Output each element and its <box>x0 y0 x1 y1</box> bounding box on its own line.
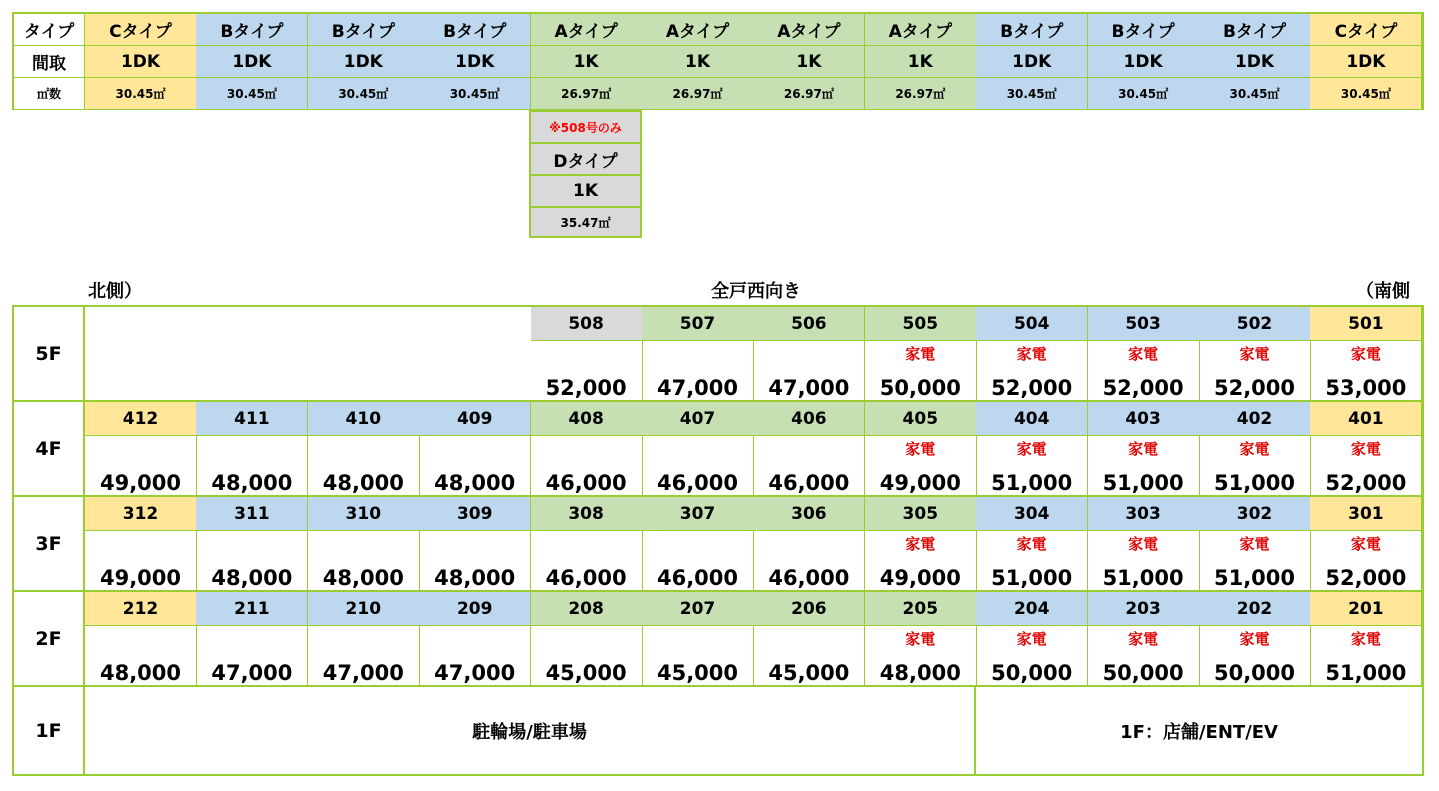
appliances-tag: 家電 <box>1350 440 1381 458</box>
room-cell-311[interactable] <box>196 531 308 592</box>
d-type-name: Dタイプ <box>531 144 640 175</box>
room-number-401: 401 <box>1310 402 1422 436</box>
appliances-tag: 家電 <box>1128 440 1159 458</box>
appliances-tag: 家電 <box>1016 440 1047 458</box>
rent-price: 48,000 <box>879 661 961 685</box>
room-cell-201[interactable] <box>1310 626 1422 687</box>
room-number-308: 308 <box>531 497 643 531</box>
room-cell-409[interactable] <box>419 436 531 497</box>
rent-price: 47,000 <box>434 661 516 685</box>
appliances-tag: 家電 <box>905 630 936 648</box>
type-cell-layout: 1DK <box>196 46 308 78</box>
d-type-layout: 1K <box>531 176 640 207</box>
parking-area: 駐輪場/駐車場 <box>85 687 976 774</box>
type-cell-area: 26.97㎡ <box>531 78 643 110</box>
building-floor-plan <box>12 305 1424 776</box>
room-cell-408[interactable] <box>531 436 643 497</box>
room-number-505: 505 <box>865 307 977 341</box>
room-number-205: 205 <box>865 592 977 626</box>
rent-price: 46,000 <box>768 471 850 495</box>
room-number-406: 406 <box>753 402 865 436</box>
type-cell-type: Bタイプ <box>308 14 420 46</box>
room-number-303: 303 <box>1088 497 1200 531</box>
rent-price: 47,000 <box>656 376 739 400</box>
room-cell-204[interactable] <box>976 626 1088 687</box>
rent-price: 51,000 <box>1213 566 1296 590</box>
d-type-box <box>529 110 642 238</box>
rent-price: 50,000 <box>1213 661 1296 685</box>
room-cell-307[interactable] <box>642 531 754 592</box>
room-cell-207[interactable] <box>642 626 754 687</box>
type-cell-type: Cタイプ <box>1310 14 1422 46</box>
rent-price: 49,000 <box>99 471 182 495</box>
room-number-507: 507 <box>642 307 754 341</box>
room-cell-306[interactable] <box>753 531 865 592</box>
room-number-402: 402 <box>1199 402 1311 436</box>
rent-price: 47,000 <box>768 376 850 400</box>
appliances-tag: 家電 <box>1350 345 1381 363</box>
room-number-311: 311 <box>196 497 308 531</box>
type-row-label: タイプ <box>14 14 85 46</box>
room-number-503: 503 <box>1088 307 1200 341</box>
room-cell-209[interactable] <box>419 626 531 687</box>
appliances-tag: 家電 <box>905 440 936 458</box>
room-number-305: 305 <box>865 497 977 531</box>
rent-price: 46,000 <box>656 566 739 590</box>
orientation-caption: 全戸西向き <box>711 281 801 302</box>
room-number-506: 506 <box>753 307 865 341</box>
room-number-407: 407 <box>642 402 754 436</box>
type-cell-type: Bタイプ <box>1199 14 1311 46</box>
appliances-tag: 家電 <box>1016 535 1047 553</box>
appliances-tag: 家電 <box>1016 345 1047 363</box>
south-side-caption: （南側 <box>1356 281 1410 302</box>
room-cell-412[interactable] <box>85 436 197 497</box>
rent-price: 51,000 <box>1325 661 1407 685</box>
type-cell-layout: 1DK <box>1199 46 1311 78</box>
type-cell-area: 30.45㎡ <box>196 78 308 110</box>
rent-price: 52,000 <box>1325 471 1407 495</box>
rent-price: 48,000 <box>434 566 516 590</box>
room-cell-406[interactable] <box>753 436 865 497</box>
type-cell-type: Bタイプ <box>196 14 308 46</box>
floor-label-5f: 5F <box>14 307 85 402</box>
appliances-tag: 家電 <box>1350 535 1381 553</box>
unit-type-table <box>12 12 1424 110</box>
type-cell-type: Bタイプ <box>976 14 1088 46</box>
room-number-206: 206 <box>753 592 865 626</box>
room-number-409: 409 <box>419 402 531 436</box>
room-number-301: 301 <box>1310 497 1422 531</box>
d-type-note: ※508号のみ <box>531 112 640 143</box>
room-cell-403[interactable] <box>1088 436 1200 497</box>
type-cell-layout: 1K <box>865 46 977 78</box>
appliances-tag: 家電 <box>1350 630 1381 648</box>
rent-price: 47,000 <box>211 661 293 685</box>
rent-price: 51,000 <box>991 471 1073 495</box>
room-cell-202[interactable] <box>1199 626 1311 687</box>
room-cell-401[interactable] <box>1310 436 1422 497</box>
room-cell-310[interactable] <box>308 531 420 592</box>
type-cell-type: Bタイプ <box>1088 14 1200 46</box>
floor-label-4f: 4F <box>14 402 85 497</box>
rent-price: 51,000 <box>1102 566 1184 590</box>
type-cell-layout: 1DK <box>419 46 531 78</box>
room-cell-501[interactable] <box>1310 341 1422 402</box>
room-cell-504[interactable] <box>976 341 1088 402</box>
appliances-tag: 家電 <box>1128 630 1159 648</box>
room-cell-205[interactable] <box>865 626 977 687</box>
room-number-307: 307 <box>642 497 754 531</box>
room-cell-304[interactable] <box>976 531 1088 592</box>
room-cell-502[interactable] <box>1199 341 1311 402</box>
type-cell-layout: 1DK <box>85 46 197 78</box>
rent-price: 46,000 <box>656 471 739 495</box>
type-cell-area: 26.97㎡ <box>865 78 977 110</box>
room-number-302: 302 <box>1199 497 1311 531</box>
room-cell-507[interactable] <box>642 341 754 402</box>
room-number-504: 504 <box>976 307 1088 341</box>
rent-price: 48,000 <box>322 471 404 495</box>
room-cell-506[interactable] <box>753 341 865 402</box>
rent-price: 45,000 <box>656 661 739 685</box>
rent-price: 52,000 <box>1102 376 1184 400</box>
type-cell-layout: 1DK <box>976 46 1088 78</box>
room-number-208: 208 <box>531 592 643 626</box>
type-cell-type: Aタイプ <box>642 14 754 46</box>
type-cell-layout: 1K <box>753 46 865 78</box>
type-cell-area: 30.45㎡ <box>308 78 420 110</box>
rent-price: 49,000 <box>879 471 961 495</box>
room-number-207: 207 <box>642 592 754 626</box>
type-row-label: 間取 <box>14 46 85 78</box>
rent-price: 46,000 <box>768 566 850 590</box>
room-number-306: 306 <box>753 497 865 531</box>
room-cell-505[interactable] <box>865 341 977 402</box>
room-number-411: 411 <box>196 402 308 436</box>
room-cell-211[interactable] <box>196 626 308 687</box>
room-number-404: 404 <box>976 402 1088 436</box>
rent-price: 48,000 <box>99 661 182 685</box>
type-cell-area: 30.45㎡ <box>976 78 1088 110</box>
room-cell-410[interactable] <box>308 436 420 497</box>
type-cell-area: 30.45㎡ <box>1199 78 1311 110</box>
type-cell-type: Cタイプ <box>85 14 197 46</box>
room-number-508: 508 <box>531 307 643 341</box>
room-number-201: 201 <box>1310 592 1422 626</box>
room-number-212: 212 <box>85 592 197 626</box>
rent-price: 48,000 <box>434 471 516 495</box>
rent-price: 52,000 <box>545 376 627 400</box>
rent-price: 50,000 <box>1102 661 1184 685</box>
room-cell-212[interactable] <box>85 626 197 687</box>
appliances-tag: 家電 <box>905 535 936 553</box>
rent-price: 51,000 <box>991 566 1073 590</box>
rent-price: 52,000 <box>1213 376 1296 400</box>
type-cell-area: 26.97㎡ <box>753 78 865 110</box>
room-cell-305[interactable] <box>865 531 977 592</box>
type-cell-layout: 1DK <box>308 46 420 78</box>
type-cell-layout: 1K <box>642 46 754 78</box>
floor-label-3f: 3F <box>14 497 85 592</box>
rent-price: 45,000 <box>768 661 850 685</box>
type-cell-area: 30.45㎡ <box>1088 78 1200 110</box>
rent-price: 52,000 <box>1325 566 1407 590</box>
rent-price: 47,000 <box>322 661 404 685</box>
room-cell-308[interactable] <box>531 531 643 592</box>
room-number-202: 202 <box>1199 592 1311 626</box>
room-cell-402[interactable] <box>1199 436 1311 497</box>
appliances-tag: 家電 <box>905 345 936 363</box>
room-number-203: 203 <box>1088 592 1200 626</box>
room-cell-405[interactable] <box>865 436 977 497</box>
rent-price: 49,000 <box>99 566 182 590</box>
type-cell-type: Aタイプ <box>753 14 865 46</box>
room-cell-206[interactable] <box>753 626 865 687</box>
appliances-tag: 家電 <box>1128 345 1159 363</box>
type-cell-area: 26.97㎡ <box>642 78 754 110</box>
room-number-210: 210 <box>308 592 420 626</box>
type-cell-area: 30.45㎡ <box>85 78 197 110</box>
type-cell-type: Bタイプ <box>419 14 531 46</box>
type-cell-area: 30.45㎡ <box>1310 78 1422 110</box>
rent-price: 45,000 <box>545 661 627 685</box>
rent-price: 48,000 <box>322 566 404 590</box>
appliances-tag: 家電 <box>1239 630 1270 648</box>
room-cell-309[interactable] <box>419 531 531 592</box>
room-cell-210[interactable] <box>308 626 420 687</box>
room-number-403: 403 <box>1088 402 1200 436</box>
rent-price: 48,000 <box>211 566 293 590</box>
d-type-area: 35.47㎡ <box>531 208 640 236</box>
rent-price: 46,000 <box>545 471 627 495</box>
north-side-caption: 北側） <box>88 281 142 302</box>
room-cell-312[interactable] <box>85 531 197 592</box>
rent-price: 50,000 <box>879 376 961 400</box>
type-cell-layout: 1DK <box>1310 46 1422 78</box>
type-cell-layout: 1K <box>531 46 643 78</box>
appliances-tag: 家電 <box>1239 345 1270 363</box>
floor-label-2f: 2F <box>14 592 85 687</box>
room-number-309: 309 <box>419 497 531 531</box>
room-number-405: 405 <box>865 402 977 436</box>
room-cell-208[interactable] <box>531 626 643 687</box>
room-cell-303[interactable] <box>1088 531 1200 592</box>
room-number-501: 501 <box>1310 307 1422 341</box>
rent-price: 51,000 <box>1102 471 1184 495</box>
room-number-412: 412 <box>85 402 197 436</box>
type-cell-type: Aタイプ <box>531 14 643 46</box>
appliances-tag: 家電 <box>1016 630 1047 648</box>
rent-price: 49,000 <box>879 566 961 590</box>
appliances-tag: 家電 <box>1239 440 1270 458</box>
room-cell-302[interactable] <box>1199 531 1311 592</box>
room-cell-411[interactable] <box>196 436 308 497</box>
room-number-410: 410 <box>308 402 420 436</box>
appliances-tag: 家電 <box>1128 535 1159 553</box>
appliances-tag: 家電 <box>1239 535 1270 553</box>
room-number-204: 204 <box>976 592 1088 626</box>
type-cell-layout: 1DK <box>1088 46 1200 78</box>
room-number-312: 312 <box>85 497 197 531</box>
rent-price: 46,000 <box>545 566 627 590</box>
type-cell-area: 30.45㎡ <box>419 78 531 110</box>
room-number-502: 502 <box>1199 307 1311 341</box>
room-number-211: 211 <box>196 592 308 626</box>
rent-price: 48,000 <box>211 471 293 495</box>
type-row-label: ㎡数 <box>14 78 85 110</box>
room-number-310: 310 <box>308 497 420 531</box>
room-number-209: 209 <box>419 592 531 626</box>
floor-label-1f: 1F <box>14 687 85 774</box>
room-cell-203[interactable] <box>1088 626 1200 687</box>
rent-price: 51,000 <box>1213 471 1296 495</box>
room-cell-301[interactable] <box>1310 531 1422 592</box>
type-cell-type: Aタイプ <box>865 14 977 46</box>
room-cell-407[interactable] <box>642 436 754 497</box>
rent-price: 52,000 <box>991 376 1073 400</box>
room-number-408: 408 <box>531 402 643 436</box>
shop-entrance-area: 1F：店舗/ENT/EV <box>1120 721 1278 743</box>
room-cell-508[interactable] <box>531 341 643 402</box>
room-number-304: 304 <box>976 497 1088 531</box>
rent-price: 53,000 <box>1325 376 1407 400</box>
room-cell-404[interactable] <box>976 436 1088 497</box>
rent-price: 50,000 <box>991 661 1073 685</box>
room-cell-503[interactable] <box>1088 341 1200 402</box>
